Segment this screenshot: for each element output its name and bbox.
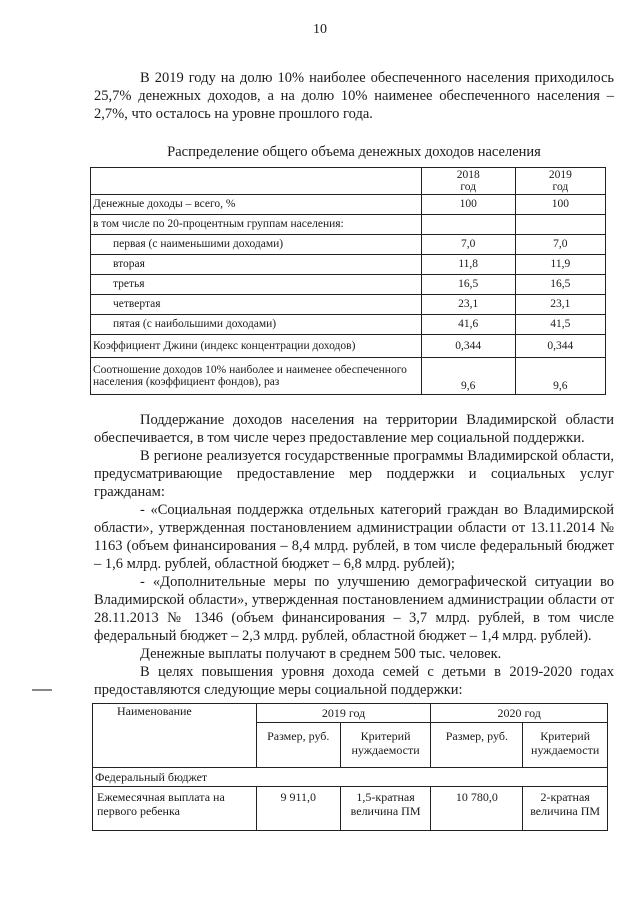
- table-row: [91, 315, 606, 335]
- header-2019-unit: год: [552, 181, 569, 193]
- value-2018: 11,8: [421, 255, 515, 275]
- page-number: 10: [313, 22, 327, 37]
- header-empty-cell: [91, 168, 422, 195]
- table-row: [93, 768, 608, 787]
- paragraph-program-1: - «Социальная поддержка отдельных категорий граждан во Владимирской области», утвержденная постановлением администрации области от 13.11.2014 № 1163 (объем финансирования – 8,4 млрд. рублей, в том числе федеральный бюджет – 1,6 млрд. рублей, областной бюджет – 6,8 млрд. рублей);: [94, 502, 614, 572]
- measure-size-2020: 10 780,0: [431, 787, 523, 831]
- row-label: Соотношение доходов 10% наиболее и наименее обеспеченного населения (коэффициент фондов), раз: [91, 358, 422, 395]
- header-criterion-2020: Критерий нуждаемости: [523, 723, 608, 768]
- table-row: [91, 295, 606, 315]
- paragraph-measures: В целях повышения уровня дохода семей с детьми в 2019-2020 годах предоставляются следующие меры социальной поддержки:: [94, 664, 614, 698]
- row-label: в том числе по 20-процентным группам населения:: [91, 215, 422, 235]
- table-row: [91, 215, 606, 235]
- header-2019: [515, 168, 605, 195]
- row-label: первая (с наименьшими доходами): [91, 235, 422, 255]
- header-2018-year: 2018: [456, 169, 480, 181]
- header-2020: 2020 год: [431, 704, 608, 723]
- support-measures-table: [92, 703, 608, 831]
- table-row: [91, 235, 606, 255]
- value-2018: 0,344: [421, 335, 515, 358]
- measure-name: Ежемесячная выплата на первого ребенка: [93, 787, 257, 831]
- value-2019: 16,5: [515, 275, 605, 295]
- header-size-2019: Размер, руб.: [256, 723, 340, 768]
- table-row: [91, 255, 606, 275]
- value-2019: 41,5: [515, 315, 605, 335]
- value-2019: 9,6: [515, 358, 605, 395]
- table-row: [91, 335, 606, 358]
- header-criterion-2019: Критерий нуждаемости: [340, 723, 431, 768]
- table-header-row: [93, 704, 608, 723]
- paragraph-support: Поддержание доходов населения на территории Владимирской области обеспечивается, в том числе через предоставление мер социальной поддержки.: [94, 412, 614, 446]
- row-label: Коэффициент Джини (индекс концентрации доходов): [91, 335, 422, 358]
- value-2018: 7,0: [421, 235, 515, 255]
- value-2019: 0,344: [515, 335, 605, 358]
- margin-mark: [32, 689, 52, 691]
- value-2018: [421, 215, 515, 235]
- row-label: вторая: [91, 255, 422, 275]
- row-label: пятая (с наибольшими доходами): [91, 315, 422, 335]
- header-2019: 2019 год: [256, 704, 431, 723]
- value-2019: 100: [515, 195, 605, 215]
- table-row: [91, 275, 606, 295]
- header-2018: [421, 168, 515, 195]
- measure-criterion-2020: 2-кратная величина ПМ: [523, 787, 608, 831]
- table-header-row: [91, 168, 606, 195]
- row-label: Денежные доходы – всего, %: [91, 195, 422, 215]
- value-2019: 11,9: [515, 255, 605, 275]
- header-2019-year: 2019: [548, 169, 572, 181]
- value-2018: 100: [421, 195, 515, 215]
- value-2019: 23,1: [515, 295, 605, 315]
- header-2018-unit: год: [460, 181, 477, 193]
- paragraph-program-2: - «Дополнительные меры по улучшению демографической ситуации во Владимирской области», утвержденная постановлением администрации области от 28.11.2013 № 1346 (объем финансирования – 3,7 млрд. рублей, в том числе федеральный бюджет – 2,3 млрд. рублей, областной бюджет – 1,4 млрд. рублей).: [94, 574, 614, 644]
- paragraph-programs: В регионе реализуется государственные программы Владимирской области, предусматривающие предоставление мер поддержки и социальных услуг гражданам:: [94, 448, 614, 500]
- row-label: третья: [91, 275, 422, 295]
- row-label: четвертая: [91, 295, 422, 315]
- table1-caption: Распределение общего объема денежных доходов населения: [167, 144, 541, 160]
- header-name: Наименование: [93, 704, 257, 768]
- paragraph-income-share: В 2019 году на долю 10% наиболее обеспеченного населения приходилось 25,7% денежных доходов, а на долю 10% наименее обеспеченного населения – 2,7%, что осталось на уровне прошлого года.: [94, 70, 614, 122]
- value-2018: 23,1: [421, 295, 515, 315]
- section-federal-budget: Федеральный бюджет: [93, 768, 608, 787]
- header-size-2020: Размер, руб.: [431, 723, 523, 768]
- table-row: [91, 358, 606, 395]
- measure-size-2019: 9 911,0: [256, 787, 340, 831]
- table-row: [93, 787, 608, 831]
- value-2019: [515, 215, 605, 235]
- value-2018: 16,5: [421, 275, 515, 295]
- measure-criterion-2019: 1,5-кратная величина ПМ: [340, 787, 431, 831]
- value-2018: 41,6: [421, 315, 515, 335]
- value-2018: 9,6: [421, 358, 515, 395]
- value-2019: 7,0: [515, 235, 605, 255]
- paragraph-payments: Денежные выплаты получают в среднем 500 тыс. человек.: [140, 646, 502, 662]
- table-row: [91, 195, 606, 215]
- income-distribution-table: [90, 167, 606, 395]
